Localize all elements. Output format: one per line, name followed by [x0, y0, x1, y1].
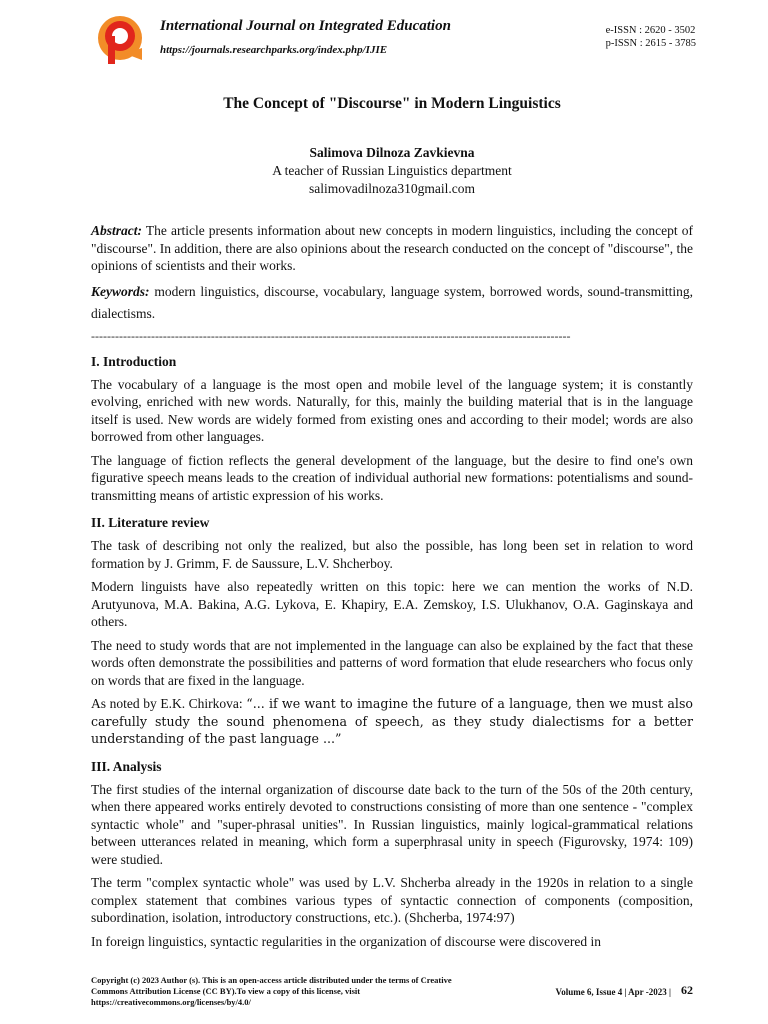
lit-paragraph-3: The need to study words that are not implemented in the language can also be explained by the fact that these words often demonstrate the possibilities and patterns of word formation that elude researchers who focus only on words that are fixed in the language.: [91, 637, 693, 688]
page-header: [96, 14, 696, 68]
analysis-paragraph-3: In foreign linguistics, syntactic regularities in the organization of discourse were discovered in: [91, 933, 601, 949]
author-name: Salimova Dilnoza Zavkievna: [309, 145, 475, 160]
copyright-notice: Copyright (c) 2023 Author (s). This is an open-access article distributed under the terms of Creative Commons Attribution License (CC BY).To view a copy of this license, visit https://creativecommons.org/licenses/by/4.0/: [91, 975, 452, 1007]
keywords-text: modern linguistics, discourse, vocabulary, language system, borrowed words, sound-transmitting, dialectisms.: [91, 283, 693, 321]
pissn: p-ISSN : 2615 - 3785: [605, 38, 696, 49]
article-body: [91, 94, 693, 956]
author-affiliation: A teacher of Russian Linguistics department: [272, 163, 512, 178]
quote-intro: As noted by E.K. Chirkova:: [91, 696, 247, 711]
lit-paragraph-2: Modern linguists have also repeatedly written on this topic: here we can mention the works of N.D. Arutyunova, M.A. Bakina, A.G. Lykova, E. Khapiry, E.A. Zemskoy, I.S. Ulukhanov, O.A. Gaginskaya and others.: [91, 579, 693, 629]
abstract-text: The article presents information about new concepts in modern linguistics, including the concept of "discourse". In addition, there are also opinions about the research conducted on the concept of "discourse", the opinions of scientists and their works.: [91, 223, 693, 273]
author-email: salimovadilnoza310gmail.com: [308, 181, 476, 196]
heading-analysis: III. Analysis: [91, 758, 162, 774]
chirkova-quote: “... if we want to imagine the future of a language, then we must also carefully study the sound phenomena of speech, as they study dialectisms for a better understanding of the past language ...”: [91, 696, 693, 746]
intro-paragraph-1: The vocabulary of a language is the most open and mobile level of the language system; it is constantly evolving, enriched with new words. Naturally, for this, mainly the building material that is in the language itself is used. New words are widely formed from existing ones and according to their model; words are also borrowed from other languages.: [91, 376, 693, 444]
abstract-label: Abstract:: [91, 223, 143, 238]
abstract: [91, 222, 693, 275]
article-title: The Concept of "Discourse" in Modern Linguistics: [223, 95, 561, 112]
keywords-label: Keywords:: [91, 283, 150, 299]
journal-url[interactable]: https://journals.researchparks.org/index.php/IJIE: [160, 44, 388, 56]
intro-paragraph-2: The language of fiction reflects the general development of the language, but the desire to find one's own figurative speech means leads to the creation of individual authorial new formations: potentialisms and sound-transmitting means of artistic expression of his works.: [91, 452, 693, 503]
journal-logo-icon: [96, 14, 144, 66]
keywords: [91, 281, 693, 325]
analysis-paragraph-1: The first studies of the internal organization of discourse date back to the turn of the 50s of the 20th century, when there appeared works entirely devoted to constructions consisting of more than one sentence - "complex syntactic whole" and "super-phrasal unities". In Russian linguistics, mainly logical-grammatical relations between utterances related in meaning, which form a superphrasal unity in speech (Figurovsky, 1974: 109) were studied.: [91, 781, 693, 867]
heading-literature-review: II. Literature review: [91, 515, 210, 530]
journal-title: International Journal on Integrated Education: [160, 18, 451, 34]
section-divider: ------------------------------------------------------------------------------------------------------------------------: [91, 328, 571, 343]
volume-issue: Volume 6, Issue 4 | Apr -2023 |: [555, 987, 671, 997]
page-number: 62: [681, 983, 693, 997]
lit-paragraph-1: The task of describing not only the realized, but also the possible, has long been set in relation to word formation by J. Grimm, F. de Saussure, L.V. Shcherboy.: [91, 538, 693, 571]
page-footer: [91, 975, 693, 1015]
analysis-paragraph-2: The term "complex syntactic whole" was used by L.V. Shcherba already in the 1920s in relation to a single complex statement that combines various types of syntactic connection of components (composition, subordination, isolation, introductory constructions, etc.). (Shcherba, 1974:97): [91, 875, 693, 925]
issn-block: [606, 24, 696, 50]
heading-introduction: I. Introduction: [91, 353, 177, 369]
lit-paragraph-4: [91, 695, 693, 748]
eissn: e-ISSN : 2620 - 3502: [605, 25, 696, 36]
